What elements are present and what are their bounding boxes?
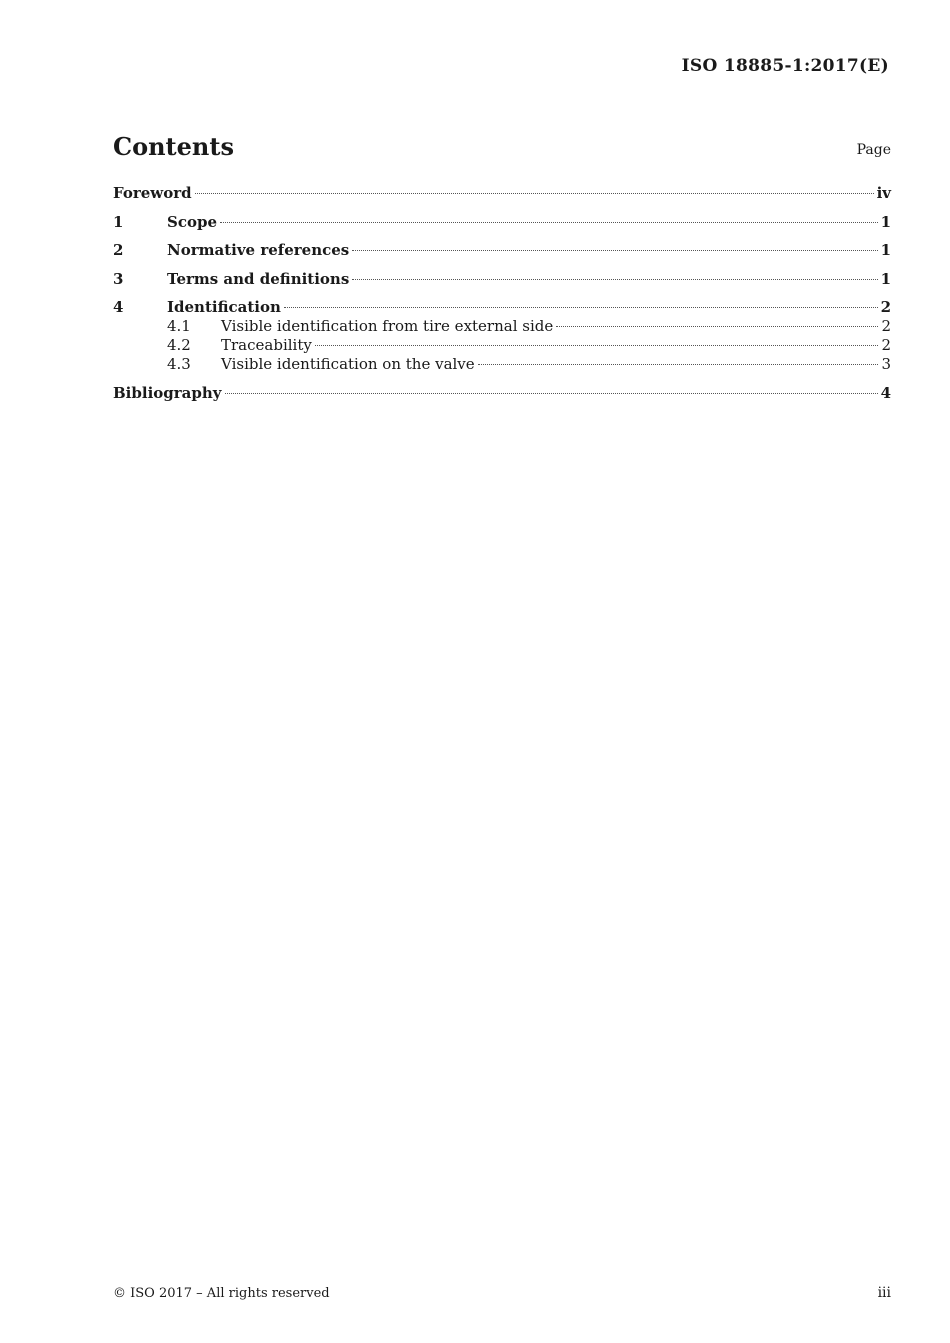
footer-copyright: © ISO 2017 – All rights reserved <box>113 1286 330 1301</box>
toc-leader <box>352 279 877 280</box>
toc-entry-page: 2 <box>881 336 891 354</box>
toc-leader <box>225 393 878 394</box>
toc-entry-title: Foreword <box>113 184 192 202</box>
toc-entry-page: 1 <box>880 241 891 259</box>
toc-entry-title: Visible identification on the valve <box>221 355 475 373</box>
toc-leader <box>478 364 879 365</box>
toc-entry-title: Bibliography <box>113 383 222 402</box>
toc-entry-page: iv <box>876 184 891 202</box>
toc-entry-number: 1 <box>113 212 124 231</box>
toc-leader <box>556 326 878 327</box>
toc-entry-page: 2 <box>881 317 891 335</box>
document-id: ISO 18885-1:2017(E) <box>681 56 889 76</box>
toc-entry-scope[interactable] <box>113 213 891 232</box>
toc-entry-visible-identification-tire[interactable] <box>113 317 891 336</box>
toc-entry-title: Identification <box>167 298 281 316</box>
table-of-contents <box>113 184 891 403</box>
toc-leader <box>220 222 878 223</box>
toc-entry-number: 4 <box>113 298 124 316</box>
toc-entry-page: 4 <box>880 383 891 402</box>
page-column-label: Page <box>856 142 891 158</box>
toc-entry-visible-identification-valve[interactable] <box>113 355 891 374</box>
toc-entry-number: 4.1 <box>167 317 191 335</box>
toc-leader <box>352 250 877 251</box>
toc-entry-normative-references[interactable] <box>113 241 891 260</box>
toc-entry-page: 3 <box>881 355 891 373</box>
toc-entry-page: 1 <box>880 212 891 231</box>
toc-leader <box>284 307 878 308</box>
toc-entry-number: 4.3 <box>167 355 191 373</box>
toc-entry-number: 3 <box>113 269 124 288</box>
toc-entry-foreword[interactable] <box>113 184 891 203</box>
toc-entry-number: 2 <box>113 241 124 259</box>
toc-entry-identification[interactable] <box>113 298 891 317</box>
toc-entry-number: 4.2 <box>167 336 191 354</box>
contents-heading: Contents <box>113 132 234 161</box>
toc-entry-page: 1 <box>880 269 891 288</box>
toc-entry-title: Scope <box>167 212 218 231</box>
toc-entry-terms-and-definitions[interactable] <box>113 270 891 289</box>
toc-entry-title: Visible identification from tire external side <box>221 317 554 335</box>
toc-entry-bibliography[interactable] <box>113 384 891 403</box>
toc-leader <box>195 193 874 194</box>
toc-entry-traceability[interactable] <box>113 336 891 355</box>
toc-entry-page: 2 <box>880 298 891 316</box>
toc-entry-title: Normative references <box>167 241 350 259</box>
toc-entry-title: Traceability <box>221 336 312 354</box>
toc-entry-title: Terms and definitions <box>167 269 350 288</box>
toc-leader <box>315 345 879 346</box>
footer-page-number: iii <box>877 1285 891 1301</box>
